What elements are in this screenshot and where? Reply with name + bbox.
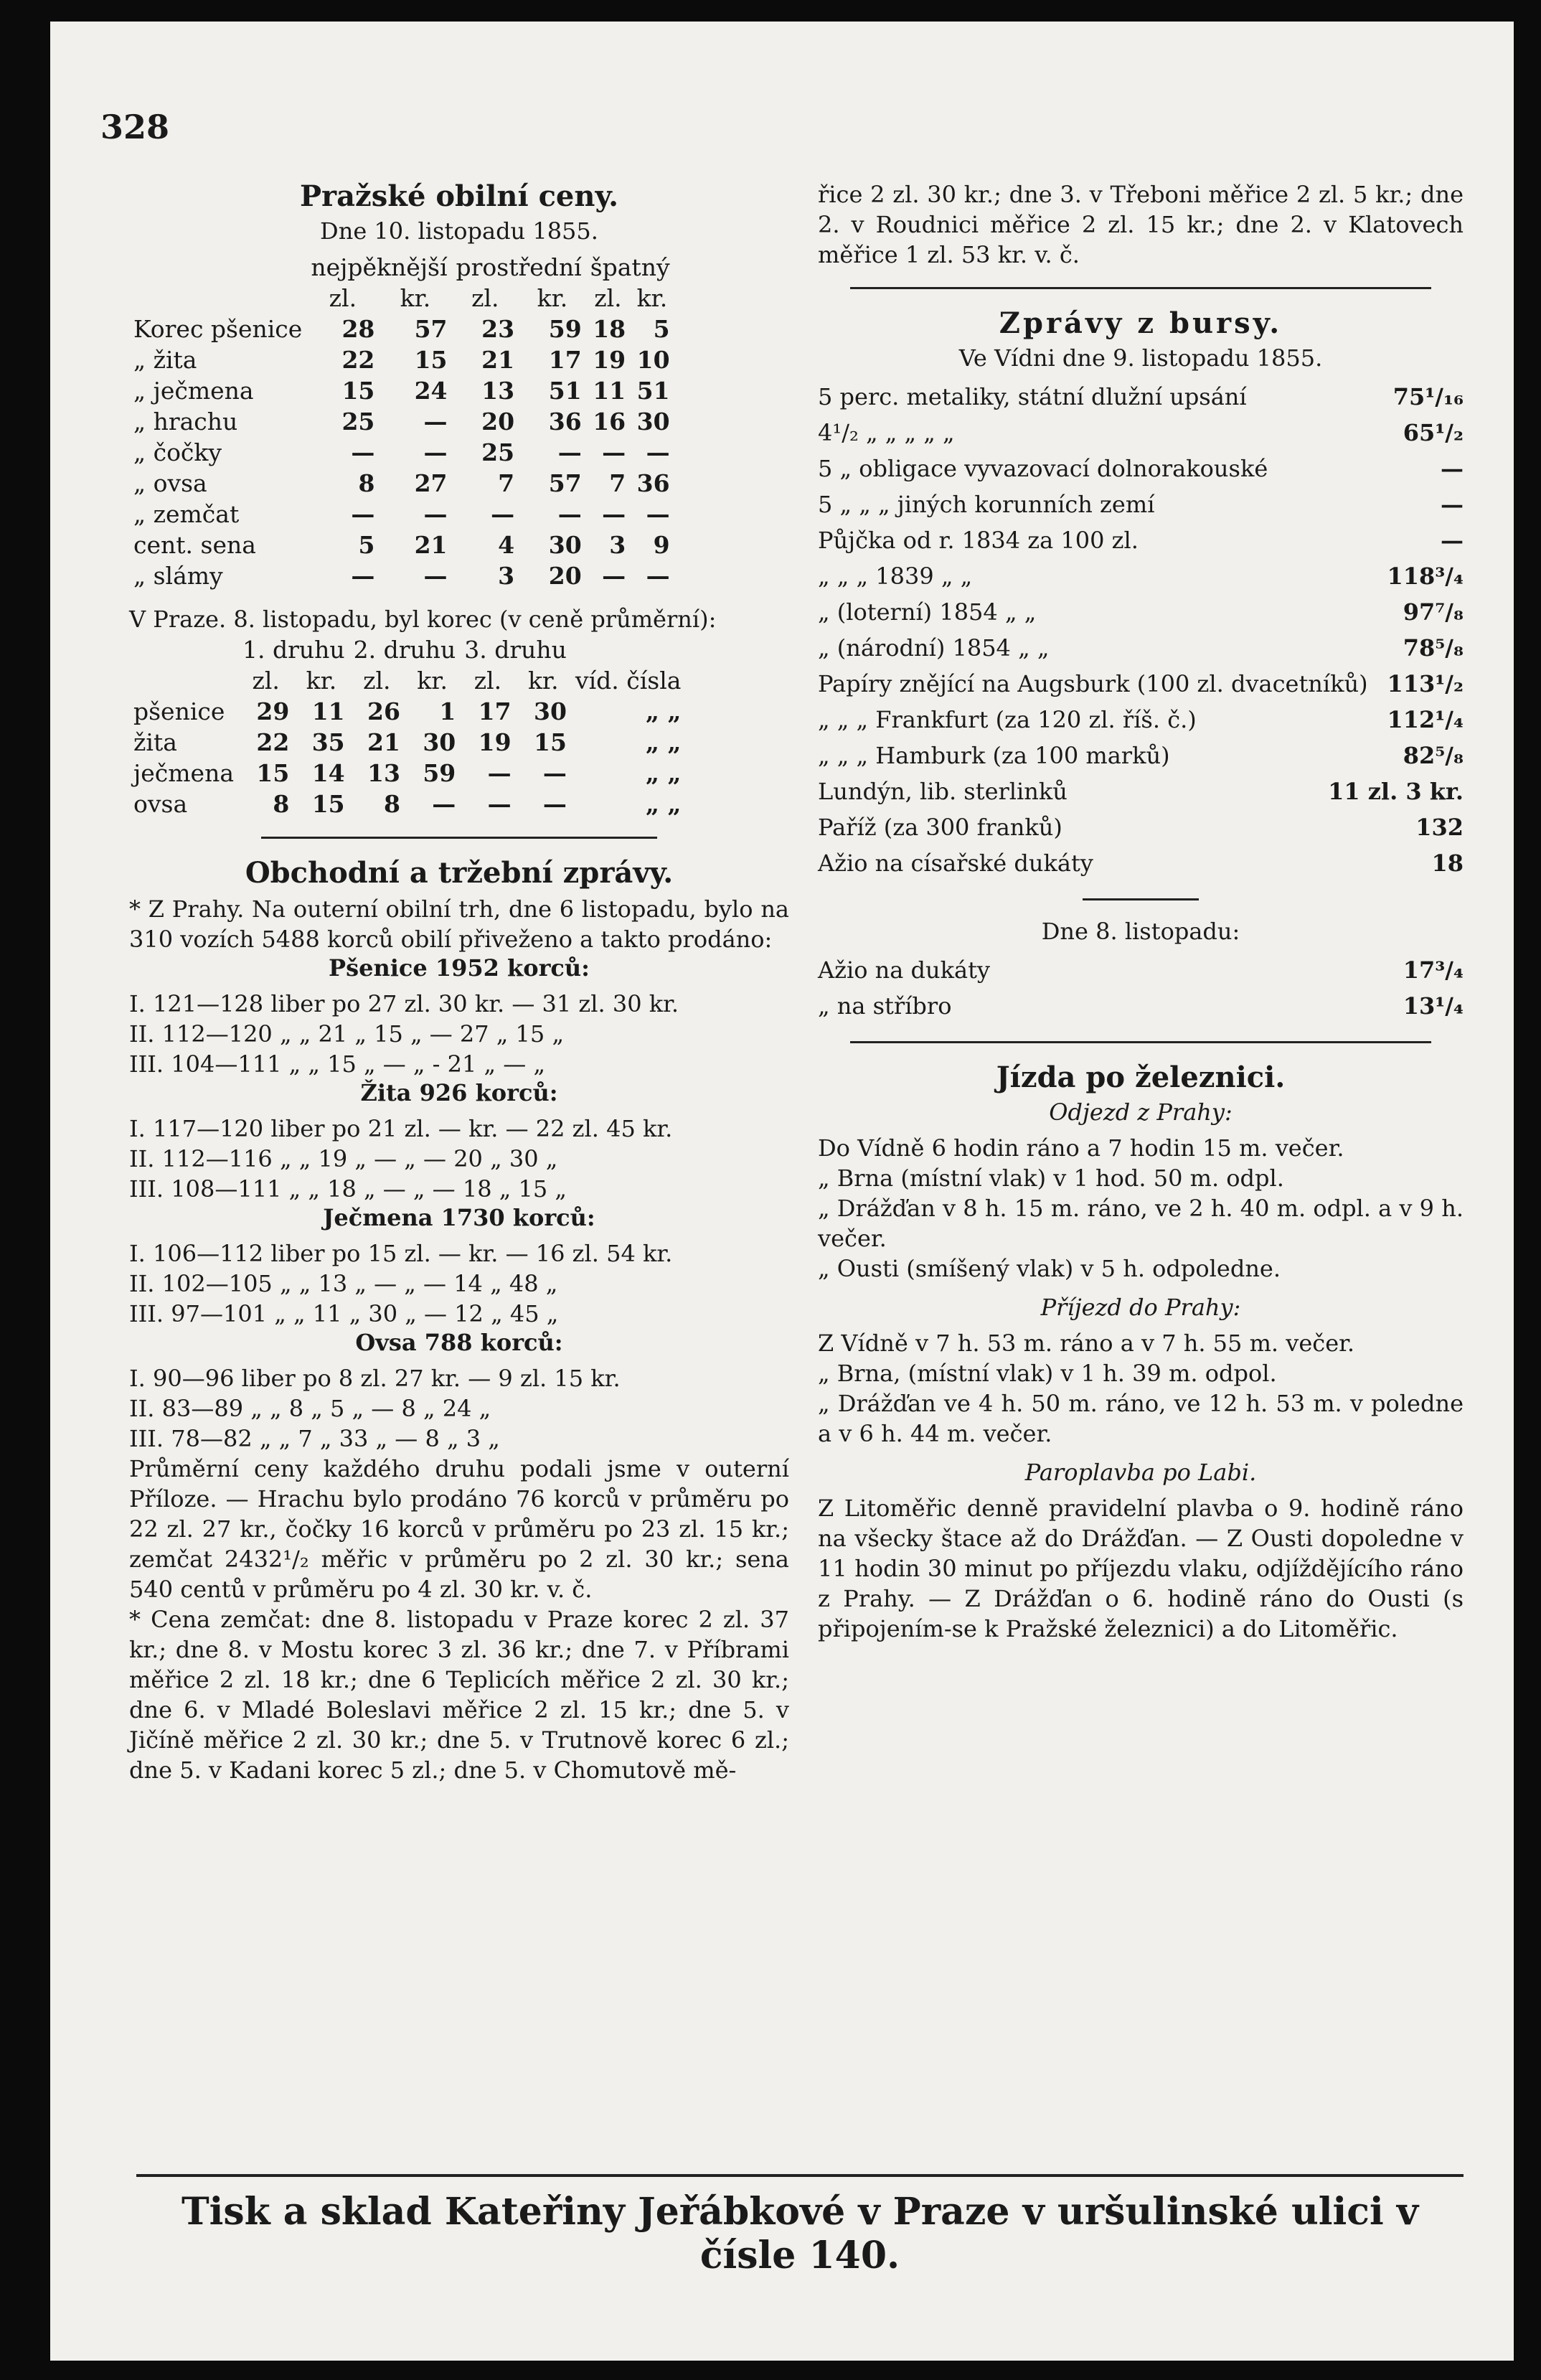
price-cell: 22: [341, 346, 375, 374]
price-cell: —: [423, 562, 448, 590]
price-cell: 17: [548, 346, 582, 374]
bourse-label: „ (loterní) 1854 „ „: [818, 598, 1037, 626]
price-cell: 19: [593, 346, 626, 374]
trade-line: II. 83—89 „ „ 8 „ 5 „ — 8 „ 24 „: [129, 1395, 491, 1422]
price-cell: 30: [548, 531, 582, 559]
trade-line: I. 106—112 liber po 15 zl. — kr. — 16 zl. 54 kr.: [129, 1240, 673, 1267]
page-number: 328: [100, 108, 170, 146]
praha-row: [129, 727, 685, 758]
praha-unit: zl.: [363, 667, 391, 695]
price-cell: —: [351, 438, 375, 466]
quality-header: prostřední: [456, 253, 582, 281]
price-cell: 36: [636, 469, 670, 497]
price-row: [129, 314, 674, 344]
price-cell: —: [351, 500, 375, 528]
bourse-label: 4¹/₂ „ „ „ „ „: [818, 419, 955, 446]
row-label: žita: [133, 728, 177, 756]
bourse-row: [818, 809, 1464, 845]
praha-cell: 35: [311, 728, 345, 756]
bourse-label: „ „ „ Frankfurt (za 120 zl. říš. č.): [818, 706, 1197, 733]
bourse-row: [818, 415, 1464, 451]
price-cell: —: [557, 438, 582, 466]
praha-cell: 15: [256, 759, 290, 787]
bourse-row: [818, 845, 1464, 881]
price-cell: 16: [593, 408, 626, 436]
price-cell: —: [602, 562, 626, 590]
bourse-label: „ na stříbro: [818, 992, 952, 1020]
price-cell: —: [557, 500, 582, 528]
bourse-row: [818, 451, 1464, 486]
trade-line: I. 117—120 liber po 21 zl. — kr. — 22 zl. 45 kr.: [129, 1115, 673, 1142]
arrival-lines: [818, 1328, 1464, 1449]
unit-header: zl.: [594, 284, 622, 312]
continued-text: řice 2 zl. 30 kr.; dne 3. v Třeboni měřice 2 zl. 5 kr.; dne 2. v Roudnici měřice 2 zl. 15 kr.; dne 2. v Klatovech měřice 1 zl. 53 kr. v. č.: [818, 181, 1464, 268]
bourse-label: „ (národní) 1854 „ „: [818, 634, 1050, 662]
trade-line: III. 104—111 „ „ 15 „ — „ - 21 „ — „: [129, 1050, 546, 1078]
price-cell: 18: [593, 315, 626, 343]
bourse-value: 97⁷/₈: [1403, 598, 1464, 626]
praha-cell: 17: [478, 697, 512, 725]
price-cell: —: [646, 438, 670, 466]
praha-cell: 26: [367, 697, 400, 725]
price-cell: 9: [653, 531, 670, 559]
trade-para-2: * Cena zemčat: dne 8. listopadu v Praze korec 2 zl. 37 kr.; dne 8. v Mostu korec 3 zl. 36 kr.; dne 7. v Příbrami měřice 2 zl. 18 kr.; dne 6 Teplicích měřice 2 zl. 30 kr.; dne 6. v Mladé Boleslavi měřice 2 zl. 15 kr.; dne 5. v Jičíně měřice 2 zl. 30 kr.; dne 5. v Trutnově korec 6 zl.; dne 5. v Kadani korec 5 zl.; dne 5. v Chomutově mě-: [129, 1606, 789, 1784]
trade-line: II. 112—120 „ „ 21 „ 15 „ — 27 „ 15 „: [129, 1020, 565, 1048]
bourse-row: [818, 773, 1464, 809]
price-cell: 21: [414, 531, 448, 559]
departure-lines: [818, 1133, 1464, 1284]
steamship-text: Z Litoměřic denně pravidelní plavba o 9. hodině ráno na všecky štace až do Drážďan. — Z Ousti dopoledne v 11 hodin 30 minut po příjezdu vlaku, odjíždějícího ráno z Prahy. — Z Drážďan o 6. hodině ráno do Ousti (s připojením-se k Pražské železnici) a do Litoměřic.: [818, 1495, 1464, 1642]
bourse-label: Papíry znějící na Augsburk (100 zl. dvacetníků): [818, 670, 1368, 697]
bourse-value: 65¹/₂: [1403, 419, 1464, 446]
arrival-heading: Příjezd do Prahy:: [1040, 1294, 1241, 1321]
praha-cell: 8: [273, 790, 290, 818]
praha-cell: 11: [311, 697, 345, 725]
trade-line: III. 108—111 „ „ 18 „ — „ — 18 „ 15 „: [129, 1175, 567, 1203]
praha-cell: 22: [256, 728, 290, 756]
bourse-row: [818, 486, 1464, 522]
bourse-rows-2: [818, 952, 1464, 1024]
price-cell: 28: [341, 315, 375, 343]
row-label: „ slámy: [133, 562, 223, 590]
praha-row: [129, 789, 685, 819]
price-cell: 24: [414, 377, 448, 405]
row-label: pšenice: [133, 697, 225, 725]
bourse-row: [818, 952, 1464, 988]
praha-cell: „ „: [645, 728, 682, 756]
bourse-label: 5 „ „ „ jiných korunních zemí: [818, 491, 1155, 518]
price-cell: 57: [414, 315, 448, 343]
praha-header: 1. druhu: [242, 636, 345, 664]
bourse-value: 18: [1431, 850, 1464, 877]
trade-groups: [129, 954, 789, 1454]
price-cell: —: [646, 562, 670, 590]
price-cell: 3: [498, 562, 515, 590]
bourse-row: [818, 558, 1464, 594]
row-label: „ zemčat: [133, 500, 240, 528]
bourse-date: Ve Vídni dne 9. listopadu 1855.: [958, 344, 1323, 372]
praha-cell: —: [542, 759, 567, 787]
price-cell: 23: [481, 315, 515, 343]
praha-cell: 59: [423, 759, 456, 787]
bourse-value: 82⁵/₈: [1403, 742, 1464, 769]
praha-cell: 1: [439, 697, 456, 725]
price-row: [129, 499, 674, 530]
price-cell: 7: [498, 469, 515, 497]
bourse-row: [818, 666, 1464, 702]
departure-line: Do Vídně 6 hodin ráno a 7 hodin 15 m. večer.: [818, 1134, 1344, 1162]
price-cell: 15: [341, 377, 375, 405]
praha-table: [129, 634, 685, 819]
bourse-row: [818, 594, 1464, 630]
trade-group-heading: Ječmena 1730 korců:: [323, 1204, 595, 1231]
price-rows: [129, 314, 674, 591]
rail-title: Jízda po železnici.: [996, 1060, 1286, 1094]
praha-row: [129, 758, 685, 789]
price-cell: 11: [593, 377, 626, 405]
unit-header: zl.: [471, 284, 499, 312]
bourse-value: —: [1441, 527, 1464, 554]
trade-line: III. 78—82 „ „ 7 „ 33 „ — 8 „ 3 „: [129, 1425, 500, 1452]
row-label: ovsa: [133, 790, 188, 818]
praha-note: V Praze. 8. listopadu, byl korec (v ceně průměrní):: [129, 606, 717, 633]
bourse-row: [818, 988, 1464, 1024]
trade-line: I. 121—128 liber po 27 zl. 30 kr. — 31 zl. 30 kr.: [129, 990, 679, 1017]
praha-cell: „ „: [645, 790, 682, 818]
price-row: [129, 344, 674, 375]
price-row: [129, 406, 674, 437]
divider: [261, 837, 657, 839]
praha-cell: —: [542, 790, 567, 818]
praha-cell: 30: [533, 697, 567, 725]
price-cell: 4: [498, 531, 515, 559]
praha-header: 3. druhu: [464, 636, 567, 664]
price-cell: 25: [341, 408, 375, 436]
bourse-value: 11 zl. 3 kr.: [1328, 778, 1464, 805]
price-row: [129, 375, 674, 406]
unit-header: zl.: [329, 284, 357, 312]
price-cell: —: [351, 562, 375, 590]
praha-cell: 19: [478, 728, 512, 756]
price-cell: 57: [548, 469, 582, 497]
row-label: ječmena: [133, 759, 234, 787]
prices-date: Dne 10. listopadu 1855.: [320, 217, 598, 245]
praha-unit: víd. čísla: [575, 667, 682, 695]
price-cell: 20: [548, 562, 582, 590]
arrival-line: Z Vídně v 7 h. 53 m. ráno a v 7 h. 55 m. večer.: [818, 1330, 1355, 1357]
arrival-line: „ Brna, (místní vlak) v 1 h. 39 m. odpol.: [818, 1360, 1277, 1387]
divider: [850, 1041, 1431, 1043]
praha-cell: 15: [311, 790, 345, 818]
price-row: [129, 560, 674, 591]
trade-line: I. 90—96 liber po 8 zl. 27 kr. — 9 zl. 15 kr.: [129, 1365, 621, 1392]
arrival-line: „ Drážďan ve 4 h. 50 m. ráno, ve 12 h. 53 m. v poledne a v 6 h. 44 m. večer.: [818, 1390, 1464, 1447]
trade-line: III. 97—101 „ „ 11 „ 30 „ — 12 „ 45 „: [129, 1300, 559, 1327]
price-cell: 7: [609, 469, 626, 497]
divider: [850, 287, 1431, 289]
price-cell: 3: [609, 531, 626, 559]
trade-title: Obchodní a tržební zprávy.: [245, 856, 674, 890]
price-cell: 10: [636, 346, 670, 374]
price-cell: —: [491, 500, 515, 528]
price-cell: 15: [414, 346, 448, 374]
bourse-value: 13¹/₄: [1403, 992, 1464, 1020]
bourse-row: [818, 702, 1464, 738]
row-label: cent. sena: [133, 531, 256, 559]
prices-table: [129, 252, 674, 591]
praha-header: 2. druhu: [353, 636, 456, 664]
bourse-row: [818, 738, 1464, 773]
price-cell: —: [646, 500, 670, 528]
departure-line: „ Ousti (smíšený vlak) v 5 h. odpoledne.: [818, 1255, 1281, 1282]
bourse-value: 78⁵/₈: [1403, 634, 1464, 662]
price-cell: 30: [636, 408, 670, 436]
praha-unit: kr.: [527, 667, 559, 695]
praha-cell: 21: [367, 728, 400, 756]
bourse-date-2: Dne 8. listopadu:: [1041, 918, 1240, 945]
quality-header: špatný: [590, 253, 670, 281]
price-cell: —: [602, 438, 626, 466]
praha-unit: kr.: [417, 667, 448, 695]
price-cell: —: [423, 438, 448, 466]
price-cell: 59: [548, 315, 582, 343]
praha-cell: „ „: [645, 759, 682, 787]
price-cell: 25: [481, 438, 515, 466]
price-cell: 51: [636, 377, 670, 405]
price-cell: 36: [548, 408, 582, 436]
unit-header: kr.: [636, 284, 668, 312]
praha-unit: kr.: [306, 667, 337, 695]
departure-heading: Odjezd z Prahy:: [1049, 1099, 1233, 1126]
bourse-label: Lundýn, lib. sterlinků: [818, 778, 1068, 805]
praha-row: [129, 696, 685, 727]
row-label: „ čočky: [133, 438, 222, 466]
price-cell: 27: [414, 469, 448, 497]
bourse-value: —: [1441, 455, 1464, 482]
bourse-value: 17³/₄: [1403, 956, 1464, 984]
trade-group-heading: Žita 926 korců:: [360, 1079, 558, 1106]
bourse-label: 5 „ obligace vyvazovací dolnorakouské: [818, 455, 1268, 482]
praha-cell: 29: [256, 697, 290, 725]
bourse-title: Zprávy z bursy.: [999, 306, 1283, 340]
trade-group-heading: Pšenice 1952 korců:: [329, 954, 590, 982]
price-cell: 13: [481, 377, 515, 405]
prices-title: Pražské obilní ceny.: [299, 179, 619, 213]
bourse-rows: [818, 379, 1464, 881]
price-row: [129, 468, 674, 499]
bourse-row: [818, 522, 1464, 558]
praha-cell: „ „: [645, 697, 682, 725]
bourse-label: 5 perc. metaliky, státní dlužní upsání: [818, 383, 1247, 410]
praha-cell: 8: [383, 790, 400, 818]
trade-intro: * Z Prahy. Na outerní obilní trh, dne 6 listopadu, bylo na 310 vozích 5488 korců obilí přiveženo a takto prodáno:: [129, 895, 789, 953]
bourse-value: 113¹/₂: [1387, 670, 1464, 697]
praha-unit: zl.: [252, 667, 280, 695]
bourse-value: —: [1441, 491, 1464, 518]
row-label: „ žita: [133, 346, 197, 374]
unit-header: kr.: [537, 284, 568, 312]
price-cell: 20: [481, 408, 515, 436]
price-cell: —: [423, 500, 448, 528]
bourse-value: 132: [1415, 814, 1464, 841]
unit-header: kr.: [400, 284, 431, 312]
row-label: „ ovsa: [133, 469, 207, 497]
bourse-label: Ažio na císařské dukáty: [818, 850, 1093, 877]
trade-para-1: Průměrní ceny každého druhu podali jsme v outerní Příloze. — Hrachu bylo prodáno 76 korců v průměru po 22 zl. 27 kr., čočky 16 korců v průměru po 23 zl. 15 kr.; zemčat 2432¹/₂ měřic v průměru po 2 zl. 30 kr.; sena 540 centů v průměru po 4 zl. 30 kr. v. č.: [129, 1455, 789, 1603]
bourse-label: „ „ „ 1839 „ „: [818, 563, 973, 590]
praha-cell: 30: [423, 728, 456, 756]
bourse-value: 75¹/₁₆: [1392, 383, 1464, 410]
praha-cell: —: [432, 790, 456, 818]
price-row: [129, 437, 674, 468]
bourse-label: Půjčka od r. 1834 za 100 zl.: [818, 527, 1139, 554]
bourse-value: 112¹/₄: [1387, 706, 1464, 733]
praha-cell: 14: [311, 759, 345, 787]
praha-cell: —: [487, 759, 512, 787]
trade-group-heading: Ovsa 788 korců:: [355, 1329, 563, 1356]
bourse-label: Paříž (za 300 franků): [818, 814, 1062, 841]
quality-header: nejpěknější: [311, 253, 448, 281]
price-cell: —: [602, 500, 626, 528]
price-cell: 5: [358, 531, 375, 559]
trade-line: II. 102—105 „ „ 13 „ — „ — 14 „ 48 „: [129, 1270, 558, 1297]
bourse-row: [818, 630, 1464, 666]
bourse-label: Ažio na dukáty: [818, 956, 990, 984]
praha-unit: zl.: [473, 667, 502, 695]
steamship-heading: Paroplavba po Labi.: [1024, 1459, 1257, 1486]
divider: [1083, 898, 1199, 900]
trade-line: II. 112—116 „ „ 19 „ — „ — 20 „ 30 „: [129, 1145, 558, 1172]
bourse-value: 118³/₄: [1387, 563, 1464, 590]
price-cell: 8: [358, 469, 375, 497]
row-label: „ hrachu: [133, 408, 238, 436]
price-row: [129, 530, 674, 560]
bourse-label: „ „ „ Hamburk (za 100 marků): [818, 742, 1170, 769]
printer-imprint: Tisk a sklad Kateřiny Jeřábkové v Praze v uršulinské ulici v čísle 140.: [136, 2174, 1464, 2277]
praha-rows: [129, 696, 685, 819]
price-cell: —: [423, 408, 448, 436]
bourse-row: [818, 379, 1464, 415]
right-column: [818, 179, 1464, 1644]
row-label: Korec pšenice: [133, 315, 303, 343]
price-cell: 21: [481, 346, 515, 374]
price-cell: 51: [548, 377, 582, 405]
departure-line: „ Drážďan v 8 h. 15 m. ráno, ve 2 h. 40 m. odpl. a v 9 h. večer.: [818, 1195, 1464, 1252]
price-cell: 5: [653, 315, 670, 343]
praha-cell: 15: [533, 728, 567, 756]
praha-cell: 13: [367, 759, 400, 787]
row-label: „ ječmena: [133, 377, 254, 405]
left-column: [129, 179, 789, 1785]
praha-cell: —: [487, 790, 512, 818]
departure-line: „ Brna (místní vlak) v 1 hod. 50 m. odpl.: [818, 1165, 1284, 1192]
